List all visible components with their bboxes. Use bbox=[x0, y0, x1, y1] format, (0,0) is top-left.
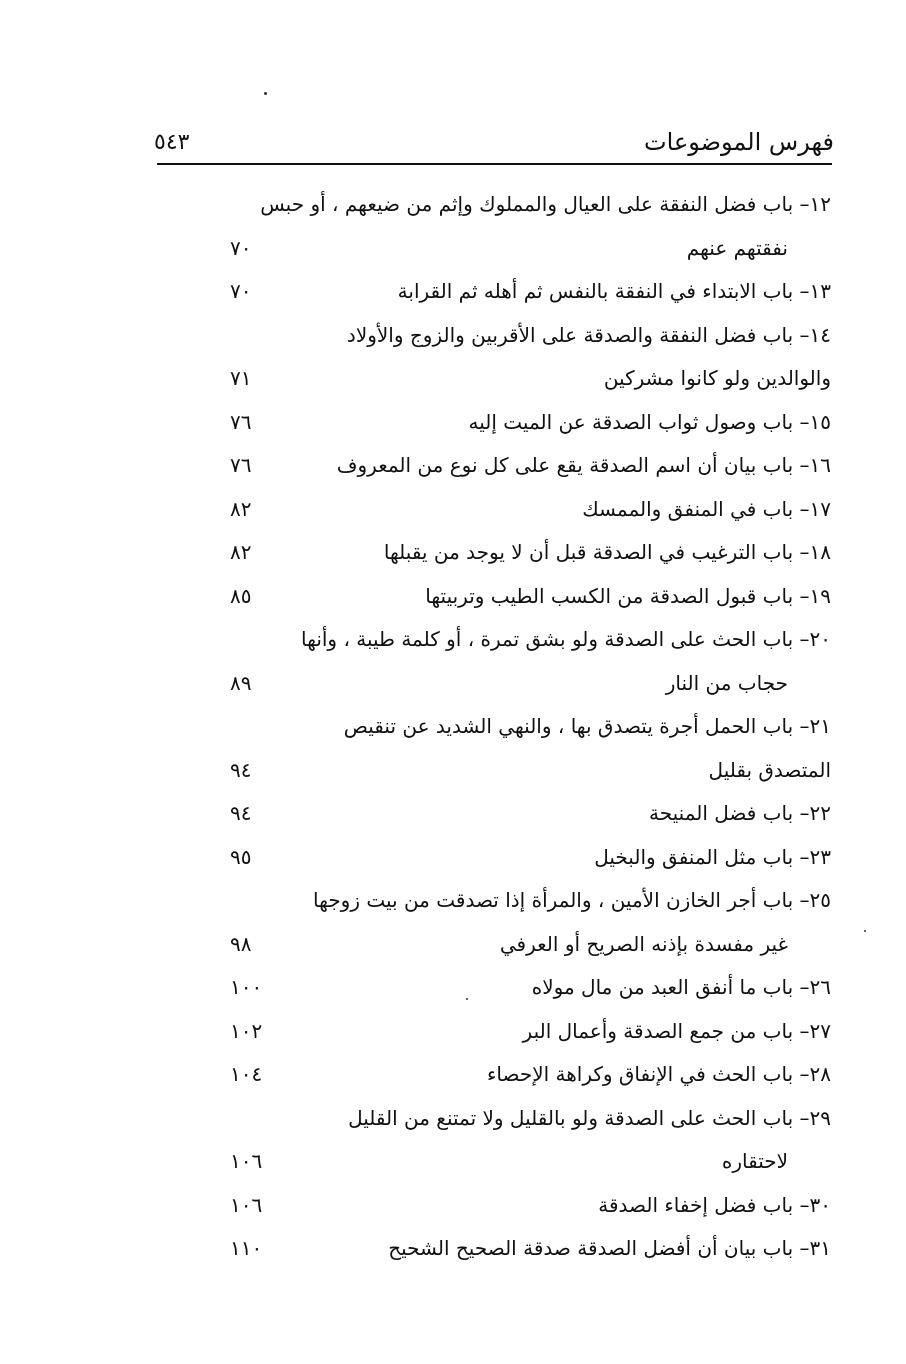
toc-entry-title: ١٣– باب الابتداء في النفقة بالنفس ثم أهله ثم القرابة bbox=[397, 279, 831, 303]
toc-entry-title: ١٨– باب الترغيب في الصدقة قبل أن لا يوجد من يقبلها bbox=[383, 540, 831, 564]
toc-entry-title: ٣٠– باب فضل إخفاء الصدقة bbox=[598, 1192, 831, 1217]
toc-entry-page: ٩٤ bbox=[230, 801, 252, 825]
toc-entry-title: المتصدق بقليل bbox=[708, 757, 831, 782]
toc-entry-page: ١٠٦ bbox=[230, 1149, 263, 1173]
toc-entry-title: لاحتقاره bbox=[721, 1149, 788, 1173]
toc-entry-page: ١٠٠ bbox=[230, 975, 263, 999]
toc-entry-page: ١١٠ bbox=[230, 1236, 263, 1260]
page-number: ٥٤٣ bbox=[154, 130, 190, 155]
table-of-contents bbox=[0, 184, 906, 1272]
toc-entry bbox=[0, 184, 906, 228]
toc-entry bbox=[0, 1098, 906, 1142]
toc-entry bbox=[0, 315, 906, 359]
toc-entry bbox=[0, 489, 906, 533]
toc-entry-title: والوالدين ولو كانوا مشركين bbox=[603, 366, 831, 390]
toc-entry-page: ١٠٦ bbox=[230, 1192, 263, 1217]
toc-entry-page: ٩٥ bbox=[230, 844, 252, 869]
toc-entry-title: حجاب من النار bbox=[665, 670, 788, 695]
header-rule bbox=[157, 163, 832, 165]
toc-entry bbox=[0, 1228, 906, 1272]
toc-entry-title: ١٥– باب وصول ثواب الصدقة عن الميت إليه bbox=[468, 409, 831, 434]
toc-entry-page: ٨٩ bbox=[230, 670, 252, 695]
toc-entry-page: ٩٨ bbox=[230, 931, 252, 956]
toc-entry-title: ١٧– باب في المنفق والممسك bbox=[582, 496, 831, 521]
toc-entry-title: ٢٧– باب من جمع الصدقة وأعمال البر bbox=[522, 1018, 831, 1043]
toc-entry-title: ٣١– باب بيان أن أفضل الصدقة صدقة الصحيح الشحيح bbox=[388, 1236, 831, 1260]
toc-entry-page: ١٠٤ bbox=[230, 1062, 263, 1086]
toc-entry-title: ٢٥– باب أجر الخازن الأمين ، والمرأة إذا تصدقت من بيت زوجها bbox=[313, 888, 831, 912]
toc-entry bbox=[0, 706, 906, 750]
toc-entry-title: نفقتهم عنهم bbox=[686, 235, 788, 260]
toc-entry bbox=[0, 576, 906, 620]
page-header-title: فهرس الموضوعات bbox=[644, 128, 834, 156]
toc-entry-page: ١٠٢ bbox=[230, 1018, 263, 1043]
toc-entry bbox=[0, 271, 906, 315]
toc-entry bbox=[0, 445, 906, 489]
toc-entry bbox=[0, 880, 906, 924]
toc-entry-page: ٧١ bbox=[230, 366, 252, 390]
toc-entry-page: ٧٠ bbox=[230, 235, 252, 260]
toc-entry-title: ٢٨– باب الحث في الإنفاق وكراهة الإحصاء bbox=[486, 1062, 831, 1086]
toc-entry-title: ٢٦– باب ما أنفق العبد من مال مولاه bbox=[531, 975, 831, 999]
toc-entry-title: ٢١– باب الحمل أجرة يتصدق بها ، والنهي الشديد عن تنقيص bbox=[343, 714, 831, 738]
toc-entry bbox=[0, 358, 906, 402]
toc-entry bbox=[0, 663, 906, 707]
toc-entry bbox=[0, 1054, 906, 1098]
toc-entry-title: ٢٠– باب الحث على الصدقة ولو بشق تمرة ، أو كلمة طيبة ، وأنها bbox=[301, 627, 831, 651]
toc-entry-title: ١٦– باب بيان أن اسم الصدقة يقع على كل نوع من المعروف bbox=[336, 453, 831, 477]
toc-entry bbox=[0, 1185, 906, 1229]
toc-entry-page: ٨٢ bbox=[230, 496, 252, 521]
toc-entry-page: ٧٦ bbox=[230, 409, 252, 434]
toc-entry bbox=[0, 793, 906, 837]
toc-entry-title: ٢٩– باب الحث على الصدقة ولو بالقليل ولا تمتنع من القليل bbox=[348, 1105, 831, 1130]
toc-entry bbox=[0, 402, 906, 446]
scan-speck bbox=[264, 92, 267, 95]
toc-entry-page: ٧٦ bbox=[230, 453, 252, 477]
toc-entry-title: غير مفسدة بإذنه الصريح أو العرفي bbox=[499, 931, 788, 956]
toc-entry bbox=[0, 619, 906, 663]
toc-entry bbox=[0, 1011, 906, 1055]
toc-entry-page: ٨٢ bbox=[230, 540, 252, 564]
toc-entry bbox=[0, 532, 906, 576]
toc-entry-page: ٧٠ bbox=[230, 279, 252, 303]
toc-entry-title: ١٩– باب قبول الصدقة من الكسب الطيب وتربيتها bbox=[425, 583, 831, 608]
toc-entry-page: ٨٥ bbox=[230, 583, 252, 608]
toc-entry-title: ١٤– باب فضل النفقة والصدقة على الأقربين والزوج والأولاد bbox=[346, 322, 831, 347]
toc-entry-title: ١٢– باب فضل النفقة على العيال والمملوك وإثم من ضيعهم ، أو حبس bbox=[260, 192, 831, 216]
toc-entry bbox=[0, 924, 906, 968]
toc-entry bbox=[0, 228, 906, 272]
toc-entry bbox=[0, 967, 906, 1011]
toc-entry bbox=[0, 750, 906, 794]
toc-entry-title: ٢٢– باب فضل المنيحة bbox=[648, 801, 831, 825]
toc-entry bbox=[0, 1141, 906, 1185]
toc-entry-title: ٢٣– باب مثل المنفق والبخيل bbox=[594, 844, 831, 869]
toc-entry-page: ٩٤ bbox=[230, 757, 252, 782]
toc-entry bbox=[0, 837, 906, 881]
